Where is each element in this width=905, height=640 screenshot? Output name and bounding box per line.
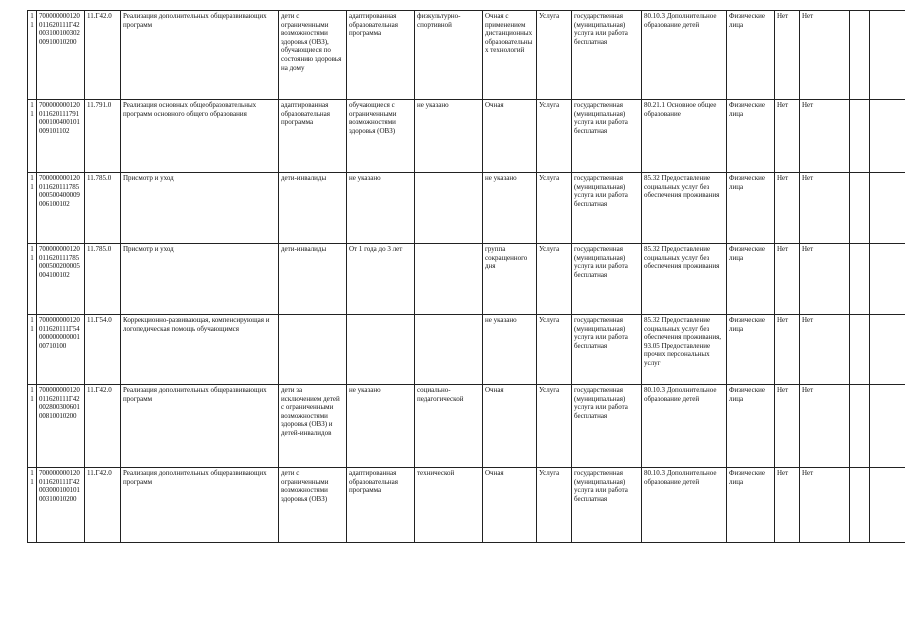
cell-service-name: Реализация дополнительных общеразвивающих программ bbox=[121, 468, 279, 543]
cell-type: Услуга bbox=[537, 468, 572, 543]
table-row bbox=[28, 315, 905, 385]
cell-flag-2: Нет bbox=[800, 100, 850, 173]
cell-section: 11.Г42.0 bbox=[85, 385, 121, 468]
cell-form: Очная bbox=[483, 468, 537, 543]
table-row bbox=[28, 100, 905, 173]
cell-consumer: Физические лица bbox=[727, 244, 775, 315]
cell-category: дети с ограниченными возможностями здоровья (ОВЗ) bbox=[279, 468, 347, 543]
cell-empty-2 bbox=[870, 315, 905, 385]
cell-kind: государственная (муниципальная) услуга или работа бесплатная bbox=[572, 100, 642, 173]
cell-okved: 85.32 Предоставление социальных услуг без обеспечения проживания bbox=[642, 173, 727, 244]
cell-service-name: Реализация дополнительных общеразвивающих программ bbox=[121, 11, 279, 100]
cell-empty-1 bbox=[850, 173, 870, 244]
cell-kind: государственная (муниципальная) услуга или работа бесплатная bbox=[572, 468, 642, 543]
cell-registry-code: 700000000120011620111Г4200280030060100810010200 bbox=[37, 385, 85, 468]
cell-category bbox=[279, 315, 347, 385]
cell-program: обучающиеся с ограниченными возможностями здоровья (ОВЗ) bbox=[347, 100, 415, 173]
cell-service-name: Коррекционно-развивающая, компенсирующая и логопедическая помощь обучающимся bbox=[121, 315, 279, 385]
cell-type: Услуга bbox=[537, 315, 572, 385]
cell-type: Услуга bbox=[537, 173, 572, 244]
cell-category: дети за исключением детей с ограниченными возможностями здоровья (ОВЗ) и детей-инвалидов bbox=[279, 385, 347, 468]
cell-program: не указано bbox=[347, 173, 415, 244]
cell-type: Услуга bbox=[537, 11, 572, 100]
cell-flag-2: Нет bbox=[800, 315, 850, 385]
cell-service-name: Реализация дополнительных общеразвивающих программ bbox=[121, 385, 279, 468]
cell-okved: 85.32 Предоставление социальных услуг без обеспечения проживания bbox=[642, 244, 727, 315]
cell-empty-2 bbox=[870, 385, 905, 468]
cell-kind: государственная (муниципальная) услуга или работа бесплатная bbox=[572, 11, 642, 100]
cell-form: Очная bbox=[483, 385, 537, 468]
cell-flag-2: Нет bbox=[800, 11, 850, 100]
cell-consumer: Физические лица bbox=[727, 385, 775, 468]
cell-empty-2 bbox=[870, 100, 905, 173]
cell-flag-2: Нет bbox=[800, 468, 850, 543]
cell-empty-1 bbox=[850, 100, 870, 173]
cell-okved: 80.10.3 Дополнительное образование детей bbox=[642, 385, 727, 468]
cell-flag-2: Нет bbox=[800, 173, 850, 244]
cell-category: дети-инвалиды bbox=[279, 173, 347, 244]
cell-section: 11.785.0 bbox=[85, 244, 121, 315]
cell-consumer: Физические лица bbox=[727, 468, 775, 543]
cell-flag-1: Нет bbox=[775, 11, 800, 100]
cell-kind: государственная (муниципальная) услуга или работа бесплатная bbox=[572, 244, 642, 315]
cell-okved: 80.21.1 Основное общее образование bbox=[642, 100, 727, 173]
cell-kind: государственная (муниципальная) услуга или работа бесплатная bbox=[572, 173, 642, 244]
cell-registry-code: 700000000120011620111Г5400000000000100710100 bbox=[37, 315, 85, 385]
cell-empty-2 bbox=[870, 468, 905, 543]
cell-direction: не указано bbox=[415, 100, 483, 173]
cell-direction: физкультурно-спортивной bbox=[415, 11, 483, 100]
cell-consumer: Физические лица bbox=[727, 11, 775, 100]
cell-section: 11.791.0 bbox=[85, 100, 121, 173]
cell-registry-code: 700000000120011620111785000500400009006100102 bbox=[37, 173, 85, 244]
cell-type: Услуга bbox=[537, 385, 572, 468]
cell-empty-1 bbox=[850, 11, 870, 100]
cell-program bbox=[347, 315, 415, 385]
cell-flag-1: Нет bbox=[775, 385, 800, 468]
table-row bbox=[28, 385, 905, 468]
cell-flag-1: Нет bbox=[775, 315, 800, 385]
cell-empty-1 bbox=[850, 468, 870, 543]
cell-section: 11.785.0 bbox=[85, 173, 121, 244]
cell-direction bbox=[415, 315, 483, 385]
table-row bbox=[28, 468, 905, 543]
registry-table bbox=[27, 10, 905, 543]
cell-empty-2 bbox=[870, 11, 905, 100]
cell-kind: государственная (муниципальная) услуга или работа бесплатная bbox=[572, 385, 642, 468]
cell-num: 11 bbox=[28, 244, 37, 315]
cell-registry-code: 700000000120011620111Г4200310010030200910010200 bbox=[37, 11, 85, 100]
cell-empty-1 bbox=[850, 315, 870, 385]
cell-service-name: Присмотр и уход bbox=[121, 173, 279, 244]
cell-form: Очная с применением дистанционных образовательных технологий bbox=[483, 11, 537, 100]
cell-section: 11.Г42.0 bbox=[85, 468, 121, 543]
cell-num: 11 bbox=[28, 11, 37, 100]
cell-category: дети-инвалиды bbox=[279, 244, 347, 315]
cell-registry-code: 700000000120011620111791000100400101009101102 bbox=[37, 100, 85, 173]
cell-consumer: Физические лица bbox=[727, 173, 775, 244]
table-row bbox=[28, 244, 905, 315]
cell-okved: 80.10.3 Дополнительное образование детей bbox=[642, 11, 727, 100]
cell-consumer: Физические лица bbox=[727, 315, 775, 385]
cell-flag-2: Нет bbox=[800, 385, 850, 468]
cell-num: 11 bbox=[28, 100, 37, 173]
cell-form: не указано bbox=[483, 315, 537, 385]
cell-section: 11.Г54.0 bbox=[85, 315, 121, 385]
cell-form: не указано bbox=[483, 173, 537, 244]
cell-empty-2 bbox=[870, 173, 905, 244]
cell-section: 11.Г42.0 bbox=[85, 11, 121, 100]
cell-form: группа сокращенного дня bbox=[483, 244, 537, 315]
cell-num: 11 bbox=[28, 468, 37, 543]
cell-kind: государственная (муниципальная) услуга или работа бесплатная bbox=[572, 315, 642, 385]
cell-program: От 1 года до 3 лет bbox=[347, 244, 415, 315]
table-body bbox=[28, 11, 905, 543]
cell-direction bbox=[415, 244, 483, 315]
cell-registry-code: 700000000120011620111Г4200300010010100310010200 bbox=[37, 468, 85, 543]
cell-direction bbox=[415, 173, 483, 244]
table-row bbox=[28, 11, 905, 100]
cell-category: адаптированная образовательная программа bbox=[279, 100, 347, 173]
cell-flag-1: Нет bbox=[775, 173, 800, 244]
cell-program: адаптированная образовательная программа bbox=[347, 11, 415, 100]
cell-flag-1: Нет bbox=[775, 244, 800, 315]
cell-flag-1: Нет bbox=[775, 468, 800, 543]
cell-program: адаптированная образовательная программа bbox=[347, 468, 415, 543]
cell-category: дети с ограниченными возможностями здоровья (ОВЗ), обучающиеся по состоянию здоровья на дому bbox=[279, 11, 347, 100]
cell-num: 11 bbox=[28, 315, 37, 385]
cell-registry-code: 700000000120011620111785000500200005004100102 bbox=[37, 244, 85, 315]
cell-direction: социально-педагогической bbox=[415, 385, 483, 468]
cell-empty-1 bbox=[850, 244, 870, 315]
cell-direction: технической bbox=[415, 468, 483, 543]
cell-flag-1: Нет bbox=[775, 100, 800, 173]
cell-program: не указано bbox=[347, 385, 415, 468]
cell-okved: 80.10.3 Дополнительное образование детей bbox=[642, 468, 727, 543]
cell-empty-1 bbox=[850, 385, 870, 468]
cell-num: 11 bbox=[28, 173, 37, 244]
cell-type: Услуга bbox=[537, 100, 572, 173]
cell-okved: 85.32 Предоставление социальных услуг без обеспечения проживания, 93.05 Предоставление прочих персональных услуг bbox=[642, 315, 727, 385]
cell-num: 11 bbox=[28, 385, 37, 468]
cell-consumer: Физические лица bbox=[727, 100, 775, 173]
cell-type: Услуга bbox=[537, 244, 572, 315]
cell-service-name: Реализация основных общеобразовательных программ основного общего образования bbox=[121, 100, 279, 173]
cell-service-name: Присмотр и уход bbox=[121, 244, 279, 315]
cell-form: Очная bbox=[483, 100, 537, 173]
table-row bbox=[28, 173, 905, 244]
cell-flag-2: Нет bbox=[800, 244, 850, 315]
cell-empty-2 bbox=[870, 244, 905, 315]
